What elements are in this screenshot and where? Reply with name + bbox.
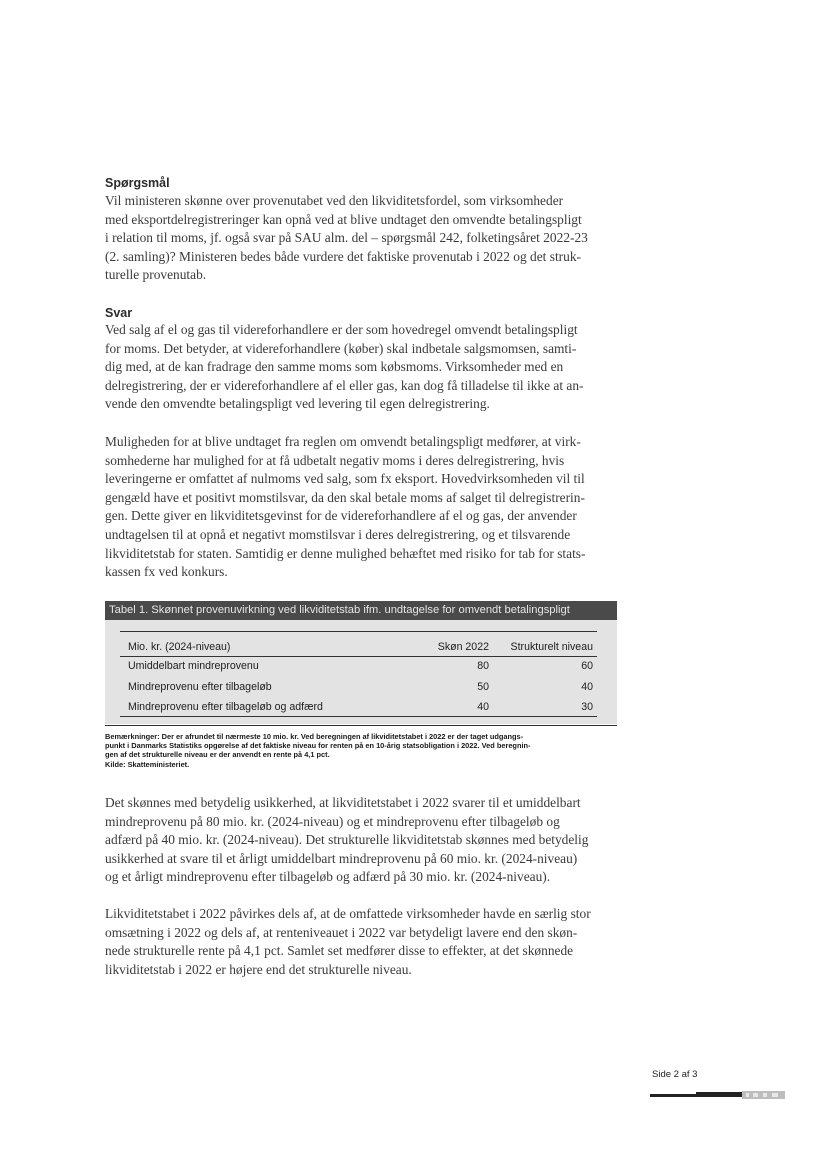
notes-rule xyxy=(105,725,617,726)
barcode-mark xyxy=(650,1091,785,1099)
column-header: Mio. kr. (2024-niveau) xyxy=(128,641,231,653)
text-line: og et årligt mindreprovenu efter tilbageløb og adfærd på 30 mio. kr. (2024-niveau). xyxy=(105,869,551,885)
note-line: punkt i Danmarks Statistiks opgørelse af det faktiske niveau for renten på en 10-årig statsobligation i 2022. Ved beregnin- xyxy=(105,741,531,751)
question-paragraph xyxy=(105,192,625,285)
question-heading: Spørgsmål xyxy=(105,176,170,190)
text-line: nede strukturelle rente på 4,1 pct. Samlet set medfører disse to effekter, at det skønnede xyxy=(105,943,574,959)
table-cell: 80 xyxy=(477,660,489,672)
estimate-paragraph xyxy=(105,794,625,887)
text-line: kassen fx ved konkurs. xyxy=(105,564,228,580)
table-header-row xyxy=(128,637,597,657)
text-line: gen. Dette giver en likviditetsgevinst for de videreforhandlere af el og gas, der anvender xyxy=(105,508,577,524)
table-cell: 50 xyxy=(477,681,489,693)
text-line: delregistrering, der er videreforhandlere af el eller gas, kan dog få tilladelse til ikke at an- xyxy=(105,377,584,393)
table-caption: Tabel 1. Skønnet provenuvirkning ved likviditetstab ifm. undtagelse for omvendt betalingspligt xyxy=(105,601,617,620)
answer-heading: Svar xyxy=(105,306,133,320)
text-line: gengæld have et positivt momstilsvar, da den skal betale moms af salget til delregistrerin- xyxy=(105,489,585,505)
text-line: vende den omvendte betalingspligt ved levering til egen delregistrering. xyxy=(105,396,490,412)
column-header: Skøn 2022 xyxy=(437,641,489,653)
text-line: omsætning i 2022 og dels af, at renteniveauet i 2022 var betydeligt lavere end den skøn- xyxy=(105,924,578,940)
text-line: mindreprovenu på 80 mio. kr. (2024-niveau) og et mindreprovenu efter tilbageløb og xyxy=(105,813,560,829)
table-bottom-rule xyxy=(120,716,597,717)
text-line: i relation til moms, jf. også svar på SAU alm. del – spørgsmål 242, folketingsåret 2022-23 xyxy=(105,230,588,246)
text-line: Ved salg af el og gas til videreforhandlere er der som hovedregel omvendt betalingspligt xyxy=(105,322,578,337)
column-header: Strukturelt niveau xyxy=(510,641,593,653)
note-line: Bemærkninger: Der er afrundet til nærmeste 10 mio. kr. Ved beregningen af likviditetstabet i 2022 er der taget udgangs- xyxy=(105,732,524,741)
table-row xyxy=(128,677,597,697)
text-line: usikkerhed at svare til et årligt umiddelbart mindreprovenu på 60 mio. kr. (2024-niveau) xyxy=(105,850,578,866)
text-line: turelle provenutab. xyxy=(105,267,207,283)
table-cell: Mindreprovenu efter tilbageløb og adfærd xyxy=(128,701,323,713)
text-line: for moms. Det betyder, at videreforhandlere (køber) skal indbetale salgsmomsen, samti- xyxy=(105,340,577,356)
table-cell: Umiddelbart mindreprovenu xyxy=(128,660,259,672)
page-number: Side 2 af 3 xyxy=(652,1069,698,1080)
table-top-rule xyxy=(120,631,597,632)
text-line: Likviditetstabet i 2022 påvirkes dels af, at de omfattede virksomheder havde en særlig stor xyxy=(105,906,591,921)
table-cell: Mindreprovenu efter tilbageløb xyxy=(128,681,272,693)
answer-paragraph-1 xyxy=(105,321,625,414)
text-line: likviditetstab for staten. Samtidig er denne mulighed behæftet med risiko for tab for stats- xyxy=(105,545,586,561)
text-line: undtagelsen til at opnå et negativt momstilsvar i deres delregistrering, og et tilsvarende xyxy=(105,526,571,542)
table-row xyxy=(128,656,597,676)
table-row xyxy=(128,697,597,717)
text-line: dig med, at de kan fradrage den samme moms som købsmoms. Virksomheder med en xyxy=(105,359,564,375)
explanation-paragraph xyxy=(105,905,625,979)
text-line: Det skønnes med betydelig usikkerhed, at likviditetstabet i 2022 svarer til et umiddelbart xyxy=(105,795,581,810)
note-line: Kilde: Skatteministeriet. xyxy=(105,759,190,769)
table-cell: 40 xyxy=(581,681,593,693)
text-line: (2. samling)? Ministeren bedes både vurdere det faktiske provenutab i 2022 og det struk- xyxy=(105,248,581,264)
table-cell: 30 xyxy=(581,701,593,713)
text-line: leveringerne er omfattet af nulmoms ved salg, som fx eksport. Hovedvirksomheden vil til xyxy=(105,471,585,487)
text-line: Muligheden for at blive undtaget fra reglen om omvendt betalingspligt medfører, at virk- xyxy=(105,434,581,449)
table-cell: 60 xyxy=(581,660,593,672)
text-line: Vil ministeren skønne over provenutabet ved den likviditetsfordel, som virksomheder xyxy=(105,193,564,208)
table-notes xyxy=(105,732,617,769)
text-line: likviditetstab i 2022 er højere end det strukturelle niveau. xyxy=(105,961,412,977)
text-line: adfærd på 40 mio. kr. (2024-niveau). Det strukturelle likviditetstab skønnes med betydelig xyxy=(105,832,589,848)
answer-paragraph-2 xyxy=(105,433,625,582)
text-line: somhederne har mulighed for at få udbetalt negativ moms i deres delregistrering, hvis xyxy=(105,452,565,468)
table-cell: 40 xyxy=(477,701,489,713)
text-line: med eksportdelregistreringer kan opnå ved at blive undtaget den omvendte betalingspligt xyxy=(105,211,582,227)
note-line: gen af det strukturelle niveau er der anvendt en rente på 4,1 pct. xyxy=(105,750,330,760)
